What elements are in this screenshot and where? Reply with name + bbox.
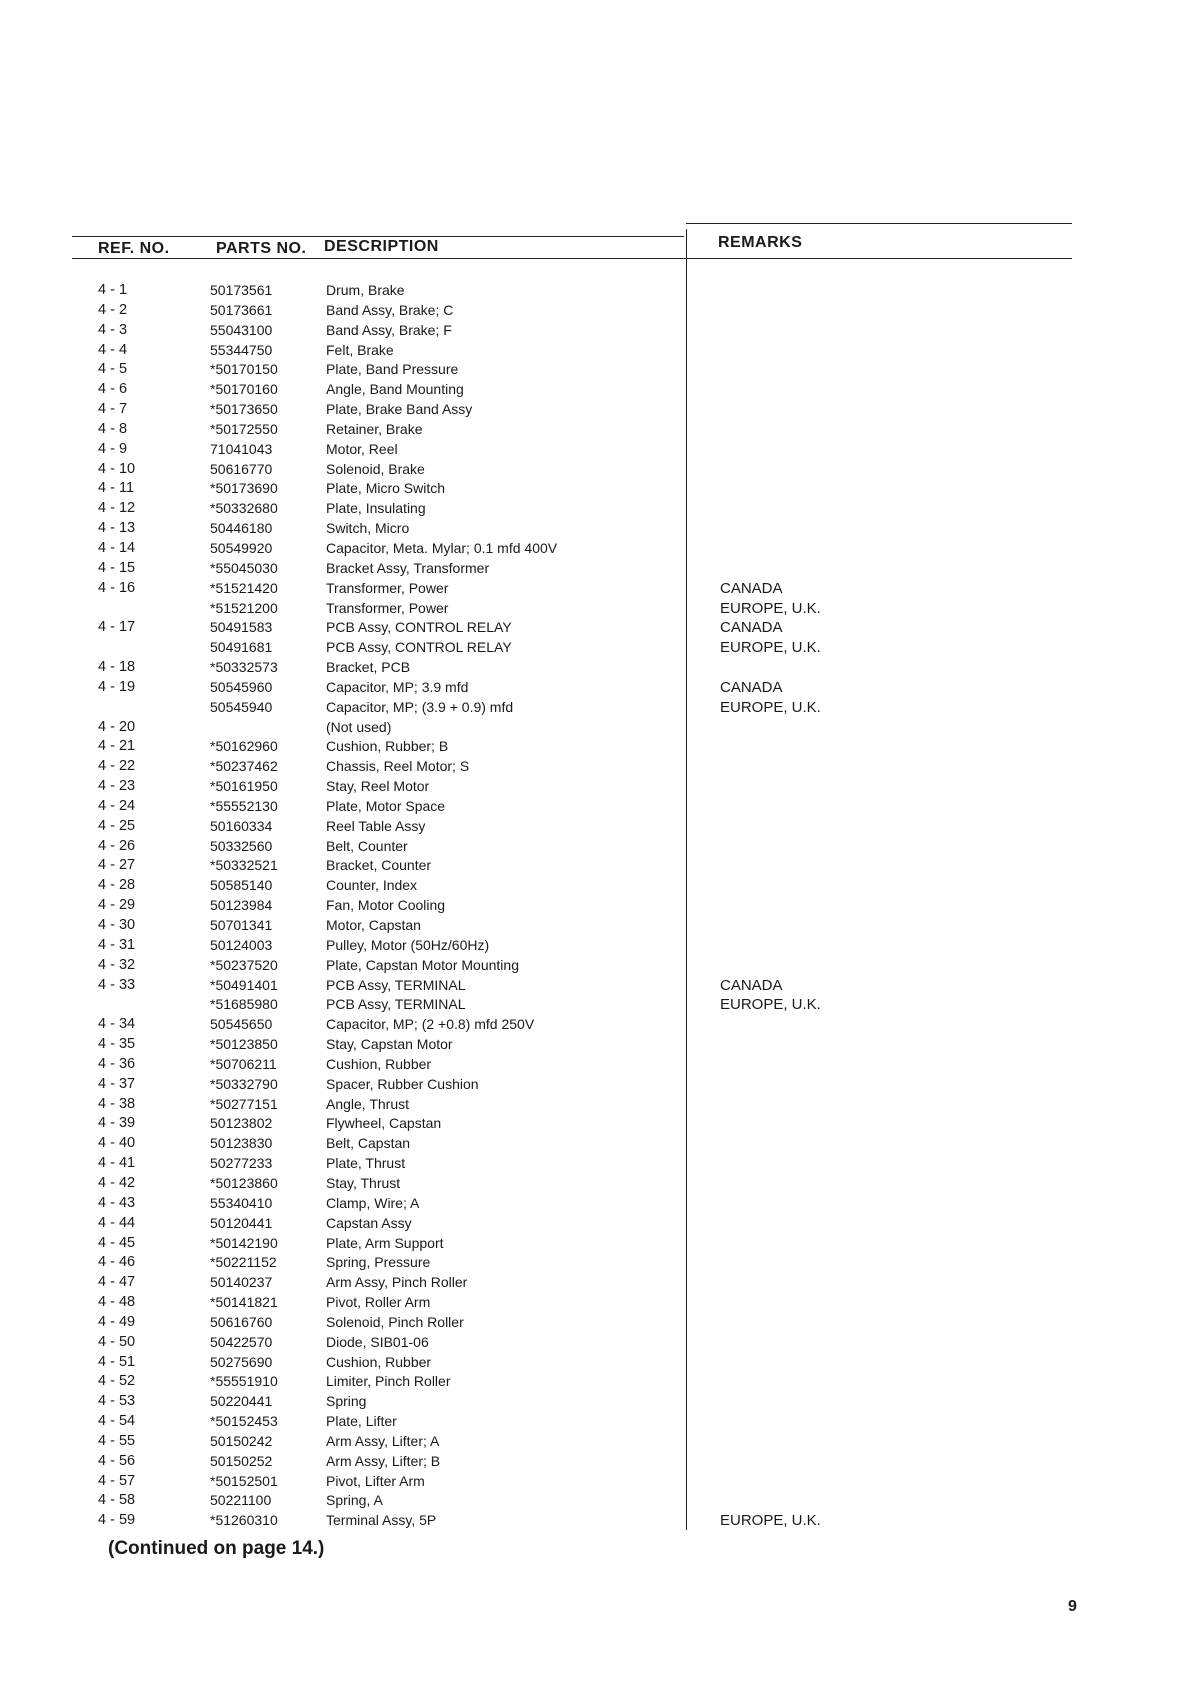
table-row: [0, 1392, 1191, 1412]
table-row: [0, 1452, 1191, 1472]
parts-no-cell: 50332560: [210, 837, 273, 854]
description-cell: Transformer, Power: [326, 579, 449, 596]
table-row: [0, 896, 1191, 916]
ref-no-cell: 4 - 42: [98, 1174, 136, 1191]
description-cell: Bracket, PCB: [326, 659, 411, 676]
table-row: [0, 837, 1191, 857]
description-cell: Belt, Capstan: [326, 1135, 411, 1152]
ref-no-cell: 4 - 39: [98, 1115, 136, 1132]
table-row: [0, 460, 1191, 480]
table-row: [0, 698, 1191, 718]
ref-no-cell: 4 - 30: [98, 917, 136, 933]
parts-no-cell: *51260310: [210, 1512, 278, 1529]
parts-no-cell: 50616760: [210, 1313, 273, 1330]
parts-no-cell: *55552130: [210, 797, 278, 814]
description-cell: Chassis, Reel Motor; S: [326, 758, 470, 775]
parts-no-cell: *50152501: [210, 1472, 278, 1489]
description-cell: Transformer, Power: [326, 599, 449, 616]
table-row: [0, 737, 1191, 757]
remarks-cell: EUROPE, U.K.: [720, 996, 821, 1014]
header-ref-no: REF. NO.: [98, 240, 170, 257]
description-cell: Plate, Brake Band Assy: [326, 401, 473, 418]
parts-no-cell: 50422570: [210, 1333, 273, 1350]
description-cell: Solenoid, Pinch Roller: [326, 1313, 464, 1330]
parts-no-cell: 50701341: [210, 917, 273, 933]
table-row: [0, 618, 1191, 638]
parts-no-cell: *50141821: [210, 1294, 278, 1311]
parts-no-cell: 50140237: [210, 1274, 273, 1291]
parts-no-cell: 50491681: [210, 639, 273, 656]
parts-no-cell: *50162960: [210, 738, 278, 755]
description-cell: Terminal Assy, 5P: [326, 1512, 437, 1529]
parts-no-cell: 55340410: [210, 1194, 273, 1211]
description-cell: Cushion, Rubber; B: [326, 738, 449, 755]
table-row: [0, 1114, 1191, 1134]
table-row: [0, 1333, 1191, 1353]
table-row: [0, 956, 1191, 976]
parts-no-cell: *50332573: [210, 659, 278, 676]
remarks-cell: CANADA: [720, 678, 783, 696]
description-cell: PCB Assy, CONTROL RELAY: [326, 619, 512, 636]
ref-no-cell: 4 - 23: [98, 778, 136, 795]
table-row: [0, 1353, 1191, 1373]
table-row: [0, 1253, 1191, 1273]
table-row: [0, 579, 1191, 599]
description-cell: Stay, Capstan Motor: [326, 1036, 453, 1053]
description-cell: Switch, Micro: [326, 520, 410, 537]
description-cell: Cushion, Rubber: [326, 1055, 432, 1072]
parts-no-cell: *50142190: [210, 1234, 278, 1251]
ref-no-cell: 4 - 27: [98, 857, 136, 874]
header-remarks: REMARKS: [718, 234, 803, 251]
parts-no-cell: 50220441: [210, 1393, 273, 1410]
ref-no-cell: 4 - 57: [98, 1472, 136, 1489]
table-row: [0, 1194, 1191, 1214]
parts-no-cell: *50237462: [210, 758, 278, 775]
ref-no-cell: 4 - 38: [98, 1095, 136, 1112]
remarks-cell: EUROPE, U.K.: [720, 599, 821, 617]
ref-no-cell: 4 - 9: [98, 440, 128, 457]
description-cell: Pivot, Lifter Arm: [326, 1472, 425, 1489]
description-cell: Limiter, Pinch Roller: [326, 1373, 451, 1390]
ref-no-cell: 4 - 41: [98, 1155, 136, 1172]
table-row: [0, 420, 1191, 440]
description-cell: Arm Assy, Lifter; A: [326, 1432, 440, 1449]
table-row: [0, 479, 1191, 499]
ref-no-cell: 4 - 33: [98, 976, 136, 993]
ref-no-cell: 4 - 24: [98, 797, 136, 814]
remarks-cell: CANADA: [720, 619, 783, 637]
table-row: [0, 1273, 1191, 1293]
table-row: [0, 599, 1191, 619]
table-row: [0, 1293, 1191, 1313]
parts-no-cell: 50173561: [210, 282, 273, 298]
ref-no-cell: 4 - 28: [98, 877, 136, 894]
ref-no-cell: 4 - 29: [98, 897, 136, 914]
description-cell: Plate, Thrust: [326, 1155, 406, 1172]
parts-no-cell: 50123830: [210, 1135, 273, 1152]
remarks-cell: CANADA: [720, 579, 783, 597]
ref-no-cell: 4 - 1: [98, 282, 128, 298]
table-row: [0, 1055, 1191, 1075]
ref-no-cell: 4 - 20: [98, 718, 136, 735]
ref-no-cell: 4 - 21: [98, 738, 136, 755]
description-cell: Capacitor, Meta. Mylar; 0.1 mfd 400V: [326, 539, 558, 556]
table-row: [0, 1412, 1191, 1432]
parts-no-cell: *51521420: [210, 579, 278, 596]
parts-no-cell: 71041043: [210, 440, 273, 457]
description-cell: Clamp, Wire; A: [326, 1194, 420, 1211]
ref-no-cell: 4 - 45: [98, 1234, 136, 1251]
description-cell: PCB Assy, TERMINAL: [326, 976, 466, 993]
parts-no-cell: 50173661: [210, 301, 273, 318]
parts-no-cell: 50124003: [210, 936, 273, 953]
parts-no-cell: *50491401: [210, 976, 278, 993]
table-row: [0, 1491, 1191, 1511]
table-row: [0, 856, 1191, 876]
description-cell: Diode, SIB01-06: [326, 1333, 429, 1350]
remarks-cell: EUROPE, U.K.: [720, 698, 821, 716]
ref-no-cell: 4 - 36: [98, 1055, 136, 1072]
parts-no-cell: *50332521: [210, 857, 278, 874]
description-cell: Band Assy, Brake; F: [326, 321, 452, 338]
remarks-cell: EUROPE, U.K.: [720, 1512, 821, 1530]
header-parts-no: PARTS NO.: [216, 240, 307, 257]
table-row: [0, 638, 1191, 658]
table-row: [0, 321, 1191, 341]
parts-no-cell: 50277233: [210, 1155, 273, 1172]
parts-no-cell: 50491583: [210, 619, 273, 636]
description-cell: Motor, Reel: [326, 440, 398, 457]
table-row: [0, 718, 1191, 738]
ref-no-cell: 4 - 32: [98, 956, 136, 973]
description-cell: Spring: [326, 1393, 367, 1410]
description-cell: Motor, Capstan: [326, 917, 421, 933]
ref-no-cell: 4 - 31: [98, 936, 136, 953]
description-cell: Angle, Band Mounting: [326, 381, 464, 398]
table-row: [0, 1015, 1191, 1035]
ref-no-cell: 4 - 53: [98, 1393, 136, 1410]
description-cell: Drum, Brake: [326, 282, 405, 298]
header-rule-top-remarks: [686, 223, 1072, 224]
parts-no-cell: *50332680: [210, 500, 278, 517]
parts-no-cell: *50237520: [210, 956, 278, 973]
description-cell: Flywheel, Capstan: [326, 1115, 442, 1132]
table-row: [0, 936, 1191, 956]
table-row: [0, 1134, 1191, 1154]
description-cell: Plate, Lifter: [326, 1413, 397, 1430]
ref-no-cell: 4 - 34: [98, 1016, 136, 1033]
table-row: [0, 301, 1191, 321]
header-rule-bottom: [72, 258, 1072, 259]
table-row: [0, 1372, 1191, 1392]
parts-no-cell: *50332790: [210, 1075, 278, 1092]
description-cell: Band Assy, Brake; C: [326, 301, 454, 318]
table-row: [0, 1313, 1191, 1333]
table-row: [0, 1095, 1191, 1115]
table-row: [0, 1472, 1191, 1492]
table-row: [0, 916, 1191, 936]
table-row: [0, 440, 1191, 460]
description-cell: Capstan Assy: [326, 1214, 412, 1231]
ref-no-cell: 4 - 52: [98, 1373, 136, 1390]
ref-no-cell: 4 - 25: [98, 817, 136, 834]
description-cell: Capacitor, MP; (2 +0.8) mfd 250V: [326, 1016, 535, 1033]
table-row: [0, 1174, 1191, 1194]
parts-no-cell: *50277151: [210, 1095, 278, 1112]
ref-no-cell: 4 - 50: [98, 1333, 136, 1350]
table-row: [0, 797, 1191, 817]
parts-no-cell: *50706211: [210, 1055, 277, 1072]
ref-no-cell: 4 - 7: [98, 401, 128, 418]
parts-no-cell: 50150252: [210, 1452, 273, 1469]
ref-no-cell: 4 - 59: [98, 1512, 136, 1529]
description-cell: Plate, Motor Space: [326, 797, 446, 814]
table-row: [0, 1234, 1191, 1254]
ref-no-cell: 4 - 16: [98, 579, 136, 596]
page-number: 9: [1068, 1598, 1077, 1615]
ref-no-cell: 4 - 15: [98, 559, 136, 576]
description-cell: Stay, Reel Motor: [326, 778, 430, 795]
description-cell: PCB Assy, CONTROL RELAY: [326, 639, 512, 656]
parts-no-cell: *50173690: [210, 480, 278, 497]
parts-no-cell: *50123850: [210, 1036, 278, 1053]
parts-no-cell: 50150242: [210, 1432, 273, 1449]
table-row: [0, 976, 1191, 996]
table-row: [0, 1214, 1191, 1234]
parts-no-cell: 50446180: [210, 520, 273, 537]
table-row: [0, 995, 1191, 1015]
description-cell: Felt, Brake: [326, 341, 394, 358]
table-row: [0, 360, 1191, 380]
ref-no-cell: 4 - 51: [98, 1353, 136, 1370]
ref-no-cell: 4 - 26: [98, 837, 136, 854]
ref-no-cell: 4 - 2: [98, 301, 128, 318]
ref-no-cell: 4 - 10: [98, 460, 136, 477]
parts-no-cell: *55551910: [210, 1373, 278, 1390]
ref-no-cell: 4 - 8: [98, 420, 128, 437]
description-cell: Bracket Assy, Transformer: [326, 559, 490, 576]
description-cell: Reel Table Assy: [326, 817, 426, 834]
parts-no-cell: *50161950: [210, 778, 278, 795]
parts-no-cell: 50221100: [210, 1492, 272, 1509]
ref-no-cell: 4 - 49: [98, 1313, 136, 1330]
ref-no-cell: 4 - 47: [98, 1274, 136, 1291]
description-cell: Pulley, Motor (50Hz/60Hz): [326, 936, 490, 953]
description-cell: Capacitor, MP; (3.9 + 0.9) mfd: [326, 698, 514, 715]
description-cell: Stay, Thrust: [326, 1174, 401, 1191]
ref-no-cell: 4 - 37: [98, 1075, 136, 1092]
remarks-cell: EUROPE, U.K.: [720, 639, 821, 657]
parts-no-cell: 55344750: [210, 341, 273, 358]
parts-no-cell: *55045030: [210, 559, 278, 576]
ref-no-cell: 4 - 18: [98, 659, 136, 676]
parts-no-cell: *50221152: [210, 1254, 277, 1271]
description-cell: Arm Assy, Lifter; B: [326, 1452, 441, 1469]
description-cell: Fan, Motor Cooling: [326, 897, 446, 914]
ref-no-cell: 4 - 12: [98, 500, 136, 517]
ref-no-cell: 4 - 44: [98, 1214, 136, 1231]
description-cell: Spring, Pressure: [326, 1254, 431, 1271]
parts-no-cell: *50123860: [210, 1174, 278, 1191]
table-row: [0, 678, 1191, 698]
parts-no-cell: *50152453: [210, 1413, 278, 1430]
table-row: [0, 519, 1191, 539]
description-cell: Plate, Insulating: [326, 500, 426, 517]
description-cell: Cushion, Rubber: [326, 1353, 432, 1370]
table-row: [0, 876, 1191, 896]
description-cell: Plate, Band Pressure: [326, 361, 459, 378]
table-row: [0, 1511, 1191, 1531]
description-cell: Bracket, Counter: [326, 857, 432, 874]
parts-no-cell: 50123802: [210, 1115, 273, 1132]
description-cell: Capacitor, MP; 3.9 mfd: [326, 678, 469, 695]
ref-no-cell: 4 - 19: [98, 678, 136, 695]
parts-no-cell: *51685980: [210, 996, 278, 1013]
parts-no-cell: 50585140: [210, 877, 273, 894]
table-row: [0, 757, 1191, 777]
table-row: [0, 1154, 1191, 1174]
ref-no-cell: 4 - 5: [98, 361, 128, 378]
ref-no-cell: 4 - 14: [98, 539, 136, 556]
table-row: [0, 777, 1191, 797]
table-row: [0, 539, 1191, 559]
table-row: [0, 817, 1191, 837]
ref-no-cell: 4 - 43: [98, 1194, 136, 1211]
parts-no-cell: *50170150: [210, 361, 278, 378]
ref-no-cell: 4 - 17: [98, 619, 136, 636]
description-cell: Counter, Index: [326, 877, 418, 894]
table-row: [0, 341, 1191, 361]
table-row: [0, 658, 1191, 678]
continued-note: (Continued on page 14.): [108, 1538, 325, 1559]
table-row: [0, 1035, 1191, 1055]
header-description: DESCRIPTION: [324, 238, 439, 255]
description-cell: Pivot, Roller Arm: [326, 1294, 431, 1311]
table-row: [0, 1075, 1191, 1095]
ref-no-cell: 4 - 58: [98, 1492, 136, 1509]
description-cell: Plate, Arm Support: [326, 1234, 444, 1251]
remarks-cell: CANADA: [720, 976, 783, 994]
description-cell: Angle, Thrust: [326, 1095, 410, 1112]
ref-no-cell: 4 - 22: [98, 758, 136, 775]
parts-no-cell: 50275690: [210, 1353, 273, 1370]
description-cell: Spring, A: [326, 1492, 383, 1509]
description-cell: Plate, Capstan Motor Mounting: [326, 956, 519, 973]
parts-no-cell: *51521200: [210, 599, 278, 616]
description-cell: Solenoid, Brake: [326, 460, 425, 477]
description-cell: Spacer, Rubber Cushion: [326, 1075, 479, 1092]
ref-no-cell: 4 - 55: [98, 1432, 136, 1449]
description-cell: Plate, Micro Switch: [326, 480, 446, 497]
table-row: [0, 400, 1191, 420]
parts-no-cell: 50545940: [210, 698, 273, 715]
ref-no-cell: 4 - 35: [98, 1036, 136, 1053]
table-row: [0, 281, 1191, 301]
ref-no-cell: 4 - 48: [98, 1294, 136, 1311]
table-row: [0, 559, 1191, 579]
ref-no-cell: 4 - 46: [98, 1254, 136, 1271]
table-row: [0, 499, 1191, 519]
ref-no-cell: 4 - 13: [98, 520, 136, 537]
parts-no-cell: *50172550: [210, 420, 278, 437]
ref-no-cell: 4 - 54: [98, 1413, 136, 1430]
description-cell: Belt, Counter: [326, 837, 408, 854]
ref-no-cell: 4 - 4: [98, 341, 128, 358]
parts-no-cell: 50120441: [210, 1214, 273, 1231]
parts-no-cell: 50545650: [210, 1016, 273, 1033]
parts-no-cell: 50549920: [210, 539, 273, 556]
table-row: [0, 1432, 1191, 1452]
ref-no-cell: 4 - 6: [98, 381, 128, 398]
parts-no-cell: *50173650: [210, 401, 278, 418]
table-row: [0, 380, 1191, 400]
description-cell: (Not used): [326, 718, 392, 735]
description-cell: Arm Assy, Pinch Roller: [326, 1274, 468, 1291]
parts-no-cell: 50545960: [210, 678, 273, 695]
ref-no-cell: 4 - 40: [98, 1135, 136, 1152]
description-cell: PCB Assy, TERMINAL: [326, 996, 466, 1013]
parts-no-cell: 50160334: [210, 817, 273, 834]
header-rule-top: [72, 236, 684, 237]
parts-table-body: [0, 281, 1191, 1531]
parts-no-cell: 50616770: [210, 460, 273, 477]
ref-no-cell: 4 - 3: [98, 321, 128, 338]
description-cell: Retainer, Brake: [326, 420, 423, 437]
ref-no-cell: 4 - 11: [98, 480, 135, 497]
parts-no-cell: 50123984: [210, 897, 273, 914]
parts-no-cell: *50170160: [210, 381, 278, 398]
parts-no-cell: 55043100: [210, 321, 273, 338]
ref-no-cell: 4 - 56: [98, 1452, 136, 1469]
